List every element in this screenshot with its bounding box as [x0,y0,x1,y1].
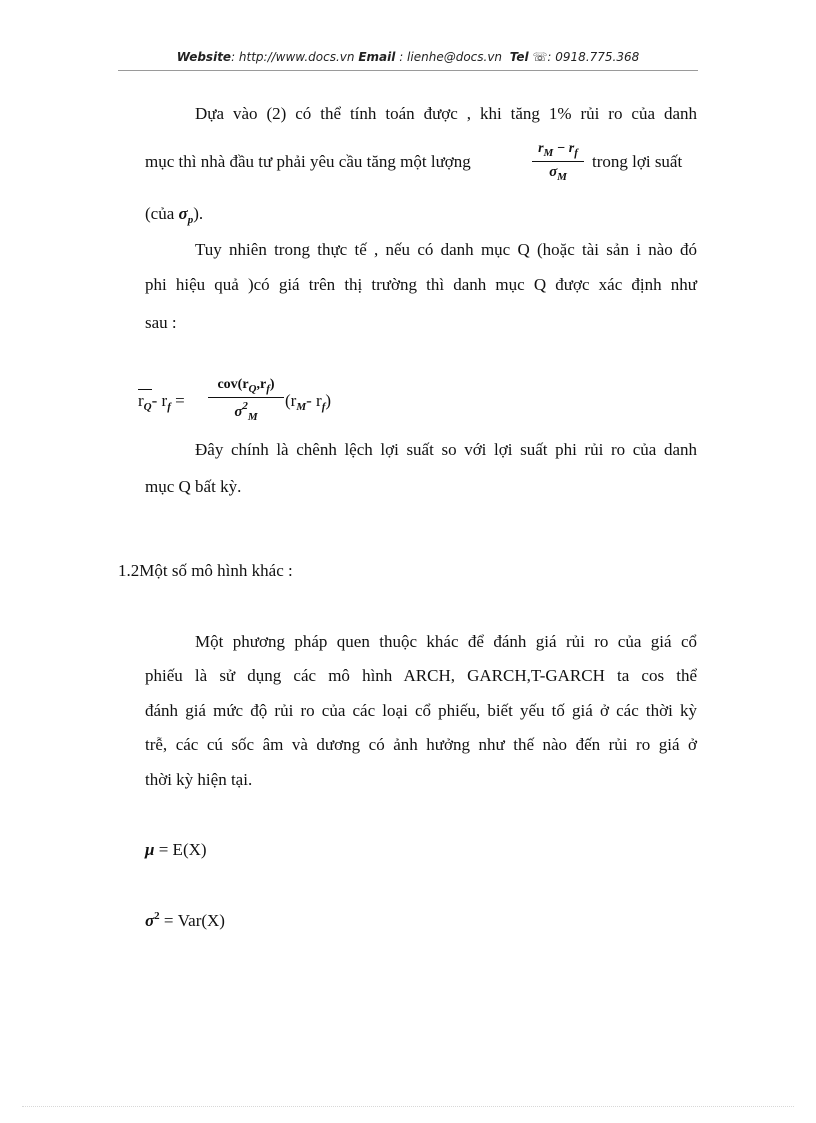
website-label: Website [176,50,232,64]
beta-numerator: $cov(r_Q,r_f)$ [217,377,275,395]
sigma-symbol: σ [145,911,155,930]
beta-fraction [208,377,284,423]
para4-line1: Một phương pháp quen thuộc khác để đánh giá rủi ro của giá cổ [195,632,697,651]
risk-premium-fraction [532,141,584,183]
section-heading: 1.2Một số mô hình khác : [118,561,293,580]
para1-line3: (của $\sigma_p$). [145,204,204,226]
fraction-numerator: $r_M - r_f$ [538,141,578,159]
para4-line2: phiếu là sử dụng các mô hình ARCH, GARCH,T-GARCH ta cos thể [145,666,697,685]
para1-line2-after: trong lợi suất [592,152,683,171]
phone-icon: ☏ [532,50,548,64]
formula-mean: μ = E(X) [145,840,207,859]
para2-line2: phi hiệu quả )có giá trên thị trường thì danh mục Q được xác định như [145,275,697,294]
page-bottom-border [22,1106,794,1107]
equation-market-premium: ($r_M-$ $r_f$) [285,391,332,413]
mu-symbol: μ [145,840,155,859]
para3-line2: mục Q bất kỳ. [145,477,242,496]
para3-line1: Đây chính là chênh lệch lợi suất so với lợi suất phi rủi ro của danh [195,440,697,459]
email-value[interactable]: : lienhe@docs.vn [399,50,503,64]
tel-value: : 0918.775.368 [547,50,640,64]
para1-line2-before: mục thì nhà đầu tư phải yêu cầu tăng một lượng [145,152,471,171]
para4-line3: đánh giá mức độ rủi ro của các loại cổ phiếu, biết yếu tố giá ở các thời kỳ [145,701,697,720]
tel-label: Tel [509,50,529,64]
fraction-bar [532,161,584,162]
r-q-bar: $r_Q$ [138,391,152,413]
formula-variance: $\sigma^2 = Var(X)$ [145,910,225,930]
beta-denominator: $\sigma^2_M$ [234,400,258,423]
header-divider [118,70,698,71]
equation-excess-return-lhs: $r_Q-$ $r_f$ = [138,391,185,413]
website-url[interactable]: : http://www.docs.vn [231,50,355,64]
page-header [118,50,698,64]
para4-line4: trễ, các cú sốc âm và dương có ảnh hưởng như thế nào đến rủi ro giá ở [145,735,697,754]
para2-line1: Tuy nhiên trong thực tế , nếu có danh mục Q (hoặc tài sản i nào đó [195,240,697,259]
para2-line3: sau : [145,313,177,332]
para1-line1: Dựa vào (2) có thể tính toán được , khi tăng 1% rủi ro của danh [195,104,697,123]
fraction-denominator: $\sigma_M$ [549,164,567,183]
beta-fraction-bar [208,397,284,398]
email-label: Email [358,50,396,64]
para4-line5: thời kỳ hiện tại. [145,770,253,789]
